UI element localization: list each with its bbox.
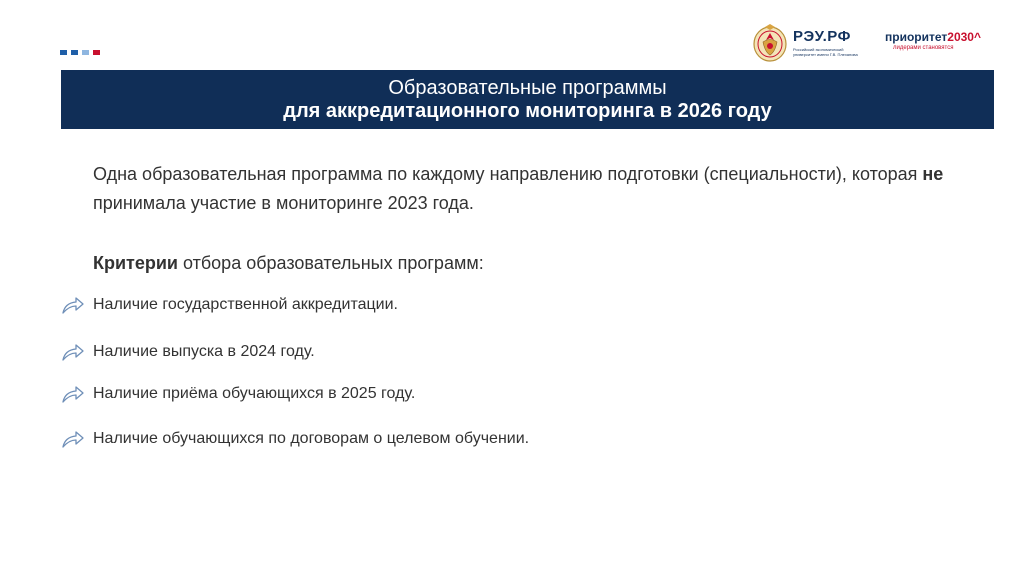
priority-logo-word: приоритет <box>885 30 948 44</box>
square-3 <box>82 50 89 55</box>
reu-logo-name: РЭУ.РФ <box>793 28 851 45</box>
curved-arrow-icon <box>60 341 86 363</box>
criteria-bold: Критерии <box>93 253 178 273</box>
square-2 <box>71 50 78 55</box>
slide-title-line-2: для аккредитационного мониторинга в 2026 году <box>283 100 772 122</box>
criteria-item-admission <box>60 383 415 405</box>
criteria-item-label: Наличие обучающихся по договорам о целевом обучении. <box>93 430 530 447</box>
square-4 <box>93 50 100 55</box>
criteria-rest: отбора образовательных программ: <box>178 253 484 273</box>
slide-title-bar <box>61 70 994 129</box>
curved-arrow-icon <box>60 428 86 450</box>
priority-2030-logo <box>885 31 981 51</box>
priority-logo-slogan: лидерами становятся <box>893 45 954 51</box>
priority-logo-title <box>885 31 981 44</box>
intro-paragraph <box>93 160 998 218</box>
reu-logo-subtitle: Российский экономический университет имени Г.В. Плеханова <box>793 47 858 57</box>
reu-logo <box>753 24 861 62</box>
intro-emphasis: не <box>922 164 944 184</box>
square-1 <box>60 50 67 55</box>
criteria-item-label: Наличие выпуска в 2024 году. <box>93 343 315 360</box>
curved-arrow-icon <box>60 294 86 316</box>
criteria-item-label: Наличие приёма обучающихся в 2025 году. <box>93 385 416 402</box>
intro-text-after: принимала участие в мониторинге 2023 года. <box>93 193 474 213</box>
criteria-heading <box>93 249 484 278</box>
criteria-item-label: Наличие государственной аккредитации. <box>93 296 398 313</box>
decorative-squares <box>60 50 100 55</box>
criteria-item-graduation <box>60 341 315 363</box>
curved-arrow-icon <box>60 383 86 405</box>
priority-logo-year: 2030 <box>947 30 974 44</box>
criteria-item-accreditation <box>60 294 398 316</box>
university-seal-icon <box>753 24 787 62</box>
slide-title-line-1: Образовательные программы <box>388 77 667 99</box>
intro-text-before: Одна образовательная программа по каждому направлению подготовки (специальности), которая <box>93 164 923 184</box>
priority-logo-mark: ^ <box>973 30 981 44</box>
criteria-item-targeted-training <box>60 428 529 450</box>
